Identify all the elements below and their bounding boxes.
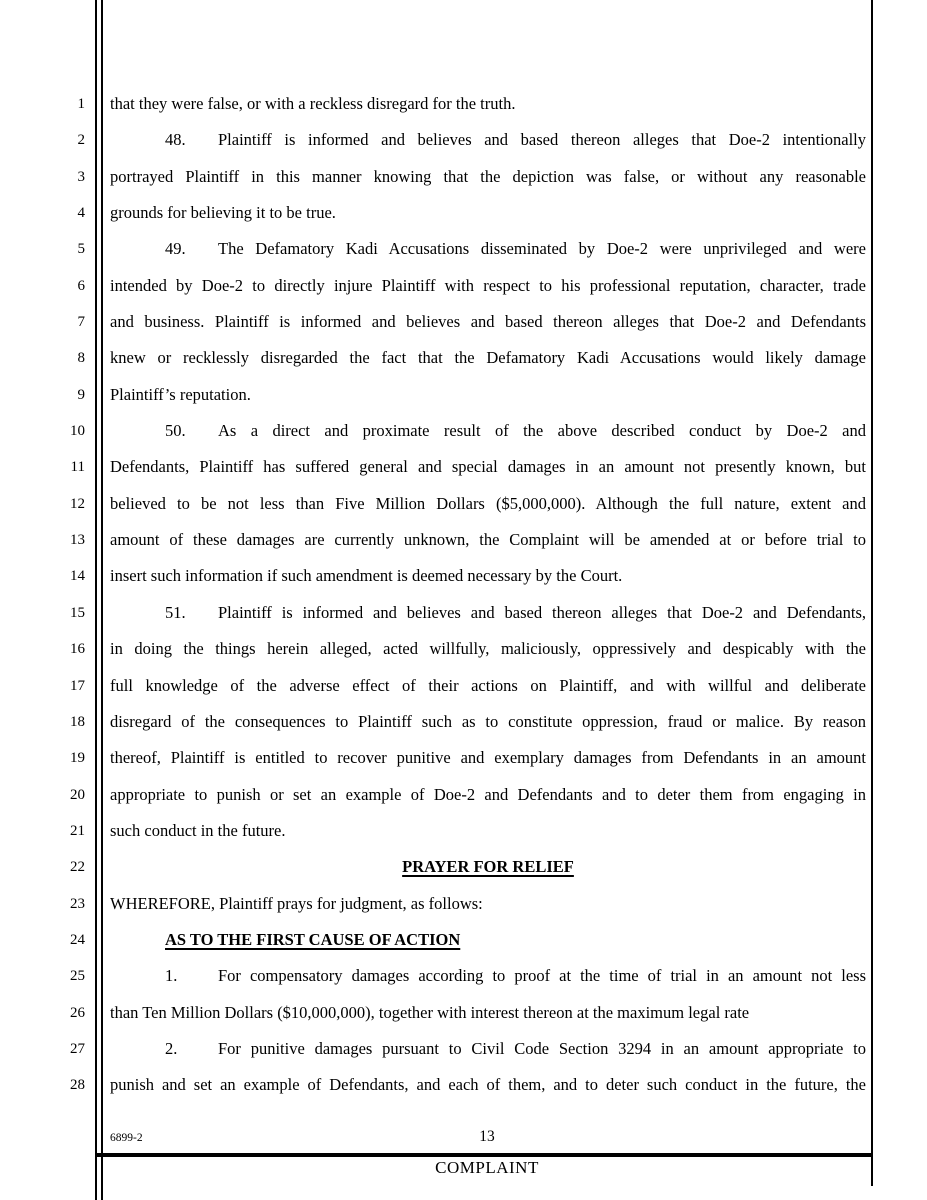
pleading-left-rule-outer: [95, 0, 97, 1200]
document-line: [110, 231, 866, 267]
section-heading: [110, 922, 866, 958]
paragraph-number: 51.: [165, 602, 186, 622]
document-line: such conduct in the future.: [110, 820, 286, 840]
pleading-line-number: 25: [70, 968, 85, 985]
pleading-line-number: 22: [70, 859, 85, 876]
paragraph-number: 1.: [165, 966, 178, 986]
document-line: that they were false, or with a reckless disregard for the truth.: [110, 94, 516, 113]
document-line: punish and set an example of Defendants, and each of them, and to deter such conduct in the future, the: [110, 1075, 866, 1095]
pleading-line-number: 1: [77, 96, 85, 112]
document-line: and business. Plaintiff is informed and believes and based thereon alleges that Doe-2 and Defendants: [110, 312, 866, 332]
pleading-line-number: 24: [70, 931, 85, 948]
document-line: disregard of the consequences to Plaintiff such as to constitute oppression, fraud or malice. By reason: [110, 711, 866, 731]
pleading-line-number: 21: [70, 822, 85, 839]
document-line: Plaintiff’s reputation.: [110, 384, 251, 404]
document-line: WHEREFORE, Plaintiff prays for judgment, as follows:: [110, 893, 483, 913]
document-line: portrayed Plaintiff in this manner knowing that the depiction was false, or without any reasonable: [110, 166, 866, 186]
section-heading: [110, 849, 866, 885]
pleading-right-rule: [871, 0, 873, 1186]
pleading-line-number: 14: [70, 568, 85, 585]
footer-docket-number: 6899-2: [110, 1132, 143, 1144]
pleading-line-number: 2: [77, 132, 85, 149]
document-line: in doing the things herein alleged, acted willfully, maliciously, oppressively and despicably with the: [110, 639, 866, 659]
pleading-line-number: 10: [70, 423, 85, 440]
pleading-line-number: 28: [70, 1077, 85, 1094]
pleading-line-number: 27: [70, 1040, 85, 1057]
paragraph-number: 50.: [165, 421, 186, 441]
heading-text: PRAYER FOR RELIEF: [402, 857, 574, 877]
document-line: [110, 958, 866, 994]
pleading-line-number: 3: [77, 168, 85, 185]
document-line: knew or recklessly disregarded the fact that the Defamatory Kadi Accusations would likely damage: [110, 348, 866, 368]
pleading-line-number: 8: [77, 350, 85, 367]
document-line: amount of these damages are currently unknown, the Complaint will be amended at or before trial to: [110, 530, 866, 550]
line-text: For punitive damages pursuant to Civil Code Section 3294 in an amount appropriate to: [218, 1038, 866, 1058]
pleading-line-number: 4: [77, 205, 85, 222]
document-line: grounds for believing it to be true.: [110, 203, 336, 223]
document-line: full knowledge of the adverse effect of their actions on Plaintiff, and with willful and deliberate: [110, 675, 866, 695]
footer-document-title: COMPLAINT: [435, 1158, 539, 1177]
paragraph-number: 48.: [165, 130, 186, 150]
line-text: Plaintiff is informed and believes and based thereon alleges that Doe-2 intentionally: [218, 130, 866, 150]
document-line: intended by Doe-2 to directly injure Plaintiff with respect to his professional reputation, character, trade: [110, 275, 866, 295]
pleading-line-number: 18: [70, 713, 85, 730]
pleading-line-number: 16: [70, 641, 85, 658]
pleading-line-number: 13: [70, 532, 85, 549]
document-line: thereof, Plaintiff is entitled to recover punitive and exemplary damages from Defendants in an amount: [110, 748, 866, 768]
pleading-left-rule-inner: [101, 0, 103, 1200]
paragraph-number: 49.: [165, 239, 186, 259]
document-line: [110, 1031, 866, 1067]
pleading-line-number: 20: [70, 786, 85, 803]
document-line: [110, 413, 866, 449]
document-line: [110, 595, 866, 631]
text-column: [110, 86, 866, 1104]
document-line: Defendants, Plaintiff has suffered general and special damages in an amount not presently known, but: [110, 457, 866, 477]
line-text: Plaintiff is informed and believes and based thereon alleges that Doe-2 and Defendants,: [218, 602, 866, 622]
pleading-line-number: 15: [70, 604, 85, 621]
pleading-line-number: 23: [70, 895, 85, 912]
pleading-line-number: 9: [77, 386, 85, 403]
pleading-line-number: 17: [70, 677, 85, 694]
document-line: [110, 122, 866, 158]
line-number-column: [0, 86, 85, 1104]
heading-text: AS TO THE FIRST CAUSE OF ACTION: [165, 929, 461, 949]
document-line: insert such information if such amendment is deemed necessary by the Court.: [110, 566, 623, 586]
line-text: The Defamatory Kadi Accusations disseminated by Doe-2 were unprivileged and were: [218, 239, 866, 259]
document-line: appropriate to punish or set an example of Doe-2 and Defendants and to deter them from engaging in: [110, 784, 866, 804]
pleading-line-number: 12: [70, 495, 85, 512]
line-text: For compensatory damages according to proof at the time of trial in an amount not less: [218, 966, 866, 986]
pleading-line-number: 11: [70, 459, 85, 476]
footer-divider-rule: [96, 1153, 873, 1157]
line-text: As a direct and proximate result of the above described conduct by Doe-2 and: [218, 421, 866, 441]
document-line: believed to be not less than Five Million Dollars ($5,000,000). Although the full nature, extent and: [110, 493, 866, 513]
pleading-line-number: 6: [77, 277, 85, 294]
pleading-line-number: 26: [70, 1004, 85, 1021]
pleading-line-number: 5: [77, 241, 85, 258]
pleading-line-number: 19: [70, 750, 85, 767]
pleading-line-number: 7: [77, 314, 85, 331]
footer-page-number: 13: [479, 1128, 495, 1145]
paragraph-number: 2.: [165, 1038, 178, 1058]
document-line: than Ten Million Dollars ($10,000,000), together with interest thereon at the maximum legal rate: [110, 1002, 750, 1022]
